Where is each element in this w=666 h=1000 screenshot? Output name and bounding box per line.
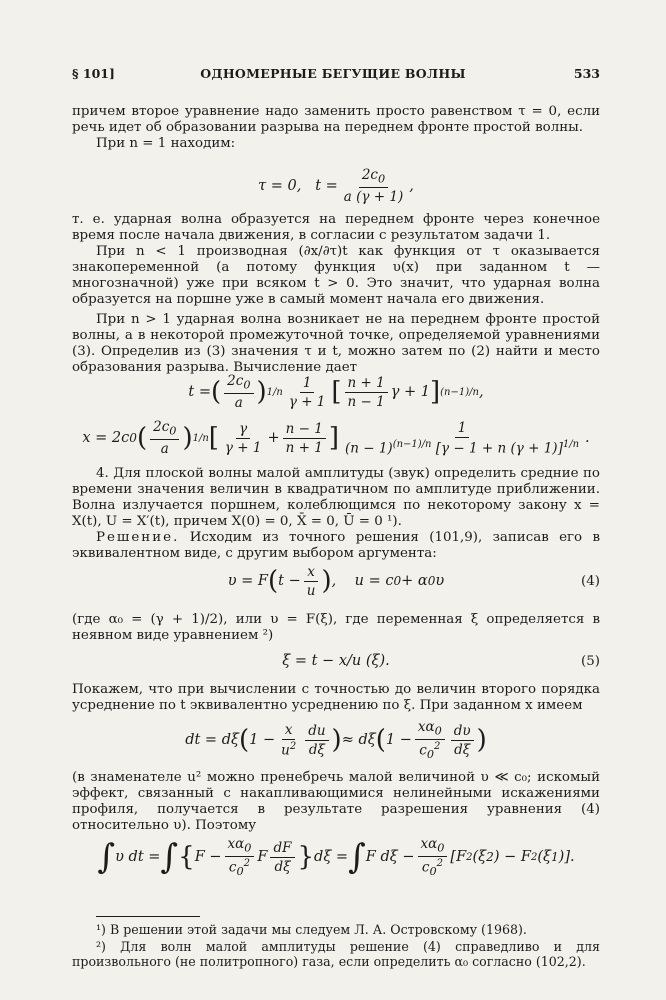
footnote-rule — [96, 916, 200, 917]
paragraph: (где α₀ = (γ + 1)/2), или υ = F(ξ), где переменная ξ определяется в неявном виде уравнением ²) — [72, 612, 600, 643]
page-number: 533 — [573, 66, 600, 81]
paragraph: При n < 1 производная (∂x/∂τ)t как функция от τ оказывается знакопеременной (а потому функция υ(x) при заданном t — многозначной) уже при всяком t > 0. Это значит, что ударная волна образуется на поршне уже в самый момент начала его движения. — [72, 244, 600, 307]
footnote-1: ¹) В решении этой задачи мы следуем Л. А. Островскому (1968). — [96, 922, 527, 937]
footnote-2: ²) Для волн малой амплитуды решение (4) справедливо и для произвольного (не политропного) газа, если определить α₀ согласно (102,2). — [72, 939, 600, 969]
problem-4: 4. Для плоской волны малой амплитуды (звук) определить средние по времени значения величин в квадратичном по амплитуде приближении. Волна излучается поршнем, колеблющимся по некоторому закону x = X(t), U = X′(t), причем X(0) = 0, X̄ = 0, Ū = 0 ¹). — [72, 466, 600, 529]
text-block-6 — [72, 770, 600, 834]
paragraph: При n = 1 находим: — [96, 136, 236, 151]
solution-label: Решение. — [96, 530, 180, 545]
paragraph: (в знаменателе u² можно пренебречь малой величиной υ ≪ c₀; искомый эффект, связанный с накапливающимися нелинейными искажениями профиля, получается в результате разрешения уравнения (4) относительно υ). Поэтому — [72, 770, 600, 833]
paragraph: т. е. ударная волна образуется на переднем фронте через конечное время после начала движения, в согласии с результатом задачи 1. — [72, 212, 600, 243]
equation-integral: ∫ υ dt = ∫ { F − $\frac{x\alpha_0}{c_0^2}$ F $\frac{dF}{d\xi}$ } dξ = ∫ F dξ − $\frac{x\alpha_0}{c_0^2}$ [F 2 (ξ 2 ) − F 2 (ξ 1 )]. — [97, 836, 575, 878]
equation-number: (4) — [581, 573, 600, 589]
text-block-2 — [72, 212, 600, 376]
running-title: ОДНОМЕРНЫЕ БЕГУЩИЕ ВОЛНЫ — [200, 66, 466, 81]
section-number: § 101] — [72, 66, 115, 81]
text-block-4 — [72, 612, 600, 644]
equation-5-text: ξ = t − x/u (ξ). — [282, 653, 390, 669]
equation-tau-t: τ = 0, t = $\frac{2c_0}{a (\gamma + 1)}$ , — [258, 167, 414, 205]
equation-t-result: t = ( $\frac{2c_0}{a}$ ) 1/n $\frac{1}{\gamma + 1}$ [ $\frac{n + 1}{n - 1}$ γ + 1 ] (n−1)/n , — [188, 373, 484, 411]
equation-number: (5) — [581, 653, 600, 669]
equation-x-result: x = 2c 0 ( $\frac{2c_0}{a}$ ) 1/n [ $\frac{\gamma}{\gamma + 1}$ + $\frac{n - 1}{n + 1}$ ] $\frac{1}{(n - 1)^{(n-1)/n} [\gamma - 1 + n (\gamma + 1)]^{1/n}}$ . — [82, 419, 590, 457]
text-block-3 — [72, 466, 600, 562]
paragraph: Исходим из точного решения (101,9), записав его в эквивалентном виде, с другим выбором аргумента: — [72, 530, 600, 561]
text-block-5 — [72, 682, 600, 714]
equation-dt: dt = dξ ( 1 − $\frac{x}{u^2}$ $\frac{du}{d\xi}$ ) ≈ dξ ( 1 − $\frac{x\alpha_0}{c_0^2}$ $\frac{d\upsilon}{d\xi}$ ) — [185, 719, 487, 761]
equation-4: υ = F ( t − $\frac{x}{u}$ ) , u = c 0 + α 0 υ (4) — [227, 563, 600, 599]
paragraph: причем второе уравнение надо заменить просто равенством τ = 0, если речь идет об образовании разрыва на переднем фронте простой волны. — [72, 104, 600, 135]
equation-5 — [72, 650, 600, 672]
paragraph: Покажем, что при вычислении с точностью до величин второго порядка усреднение по t эквивалентно усреднению по ξ. При заданном x имеем — [72, 682, 600, 713]
text-block-1 — [72, 104, 600, 152]
paragraph: При n > 1 ударная волна возникает не на переднем фронте простой волны, а в некоторой промежуточной точке, определяемой уравнениями (3). Определив из (3) значения τ и t, можно затем по (2) найти и место образования разрыва. Вычисление дает — [72, 312, 600, 375]
